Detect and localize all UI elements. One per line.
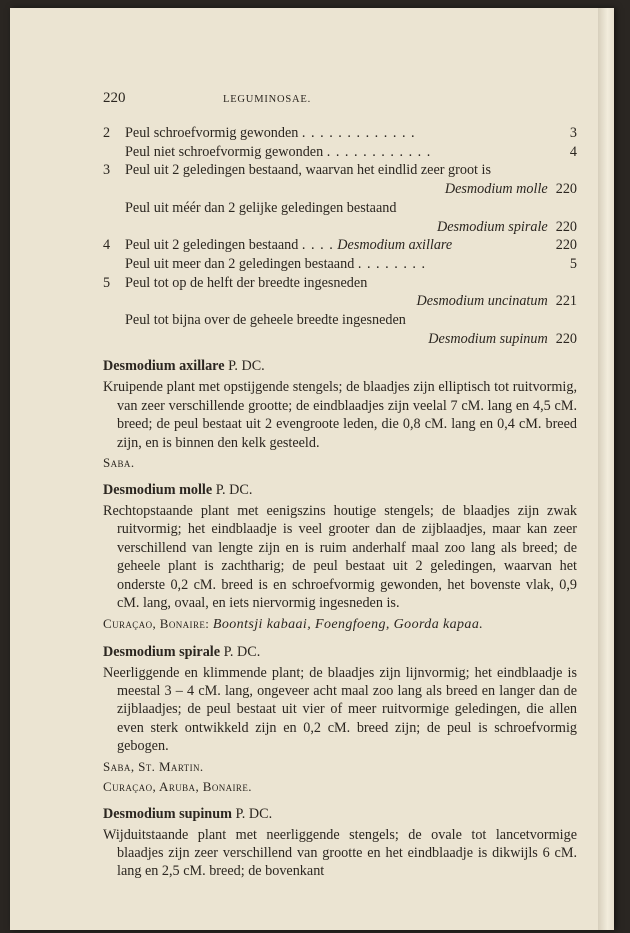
key-row <box>103 311 577 330</box>
species-description: Wijduitstaande plant met neerliggende stengels; de ovale tot lancetvormige blaadjes zijn zeer verschillend van grootte en het eindblaadje is dikwijls 6 cM. lang en 2,5 cM. breed; de bovenkant <box>103 826 577 880</box>
key-description: Peul uit 2 geledingen bestaand, waarvan het eindlid zeer groot is <box>125 162 492 179</box>
key-description: Peul uit méér dan 2 gelijke geledingen bestaand <box>125 199 397 216</box>
species-name: Desmodium axillare <box>103 358 225 375</box>
species-description: Kruipende plant met opstijgende stengels; de blaadjes zijn elliptisch tot ruitvormig, van zeer verschillende grootte; de eindblaadjes zijn veelal 7 cM. lang en 4,5 cM. breed; de peul bestaat uit 2 evengroote leden, die 0,8 cM. lang en 0,4 cM. breed zijn, en is binnen den kelk gesteeld. <box>103 379 577 451</box>
key-row <box>103 161 577 180</box>
key-leader-dots: . . . . . . . . <box>357 255 427 272</box>
key-description: Peul schroefvormig gewonden <box>125 125 299 141</box>
key-page-ref: 220 <box>555 218 577 235</box>
key-row <box>103 292 577 311</box>
locality-places: Saba, St. Martin. <box>103 758 204 774</box>
species-author: P. DC. <box>223 643 261 660</box>
key-row <box>103 180 577 199</box>
key-species: Desmodium supinum <box>428 330 548 347</box>
key-row <box>103 236 577 255</box>
entry-title <box>103 805 577 824</box>
key-text <box>125 124 562 143</box>
key-page-ref: 220 <box>555 330 577 347</box>
locality-line <box>103 758 577 776</box>
entry-title <box>103 481 577 500</box>
key-page-ref: 221 <box>555 293 577 310</box>
key-description: Peul uit meer dan 2 geledingen bestaand <box>125 255 355 272</box>
key-description: Peul tot bijna over de geheele breedte ingesneden <box>125 312 406 329</box>
key-text <box>125 236 548 255</box>
key-text <box>125 161 577 180</box>
key-number: 3 <box>103 162 111 179</box>
key-leader-dots: . . . . . . . . . . . . . <box>301 125 416 141</box>
key-text <box>125 143 562 162</box>
key-page-ref: 5 <box>569 255 577 272</box>
locality-places: Curaçao, Aruba, Bonaire. <box>103 778 252 794</box>
key-number: 5 <box>103 274 111 291</box>
species-author: P. DC. <box>228 358 265 375</box>
key-text <box>125 330 548 349</box>
vernacular-names: Boontsji kabaai, Foengfoeng, Goorda kapaa. <box>212 616 484 632</box>
species-description: Rechtopstaande plant met eenigszins houtige stengels; de blaadjes zijn zwak ruitvormig; het eindblaadje is veel grooter dan de zijblaadjes, maar kan zeer verschillend van lengte zijn en is ruim anderhalf maal zoo lang als breed; de geheele plant is zachtharig; de peul bestaat uit 2 geledingen, waarvan het onderste 0,2 cM. breed is en schroefvormig gewonden, het bovenste vlak, 0,9 cM. lang, ovaal, en iets niervormig ingesneden is. <box>103 503 577 612</box>
key-page-ref: 220 <box>555 237 577 254</box>
key-text <box>125 274 577 293</box>
key-text <box>125 311 577 330</box>
locality-places: Curaçao, Bonaire: <box>103 615 210 631</box>
key-species: Desmodium uncinatum <box>416 293 548 310</box>
key-row <box>103 124 577 143</box>
key-row <box>103 199 577 218</box>
key-description: Peul uit 2 geledingen bestaand <box>125 237 299 254</box>
species-name: Desmodium supinum <box>103 805 232 822</box>
page-content <box>103 90 577 881</box>
key-row <box>103 330 577 349</box>
key-row <box>103 274 577 293</box>
species-name: Desmodium spirale <box>103 643 221 660</box>
entry-title <box>103 643 577 662</box>
key-row <box>103 255 577 274</box>
key-species: Desmodium axillare <box>337 237 453 254</box>
page-number: 220 <box>103 90 126 106</box>
key-text <box>125 255 562 274</box>
key-number: 2 <box>103 125 111 141</box>
key-number: 4 <box>103 237 111 254</box>
key-description: Peul tot op de helft der breedte ingesneden <box>125 274 368 291</box>
locality-places: Saba. <box>103 455 135 471</box>
page-header <box>103 90 577 124</box>
locality-line <box>103 778 577 796</box>
key-row <box>103 143 577 162</box>
species-entry <box>103 643 577 796</box>
species-entry <box>103 481 577 633</box>
key-page-ref: 220 <box>555 181 577 198</box>
species-entry <box>103 357 577 472</box>
identification-key <box>103 124 577 348</box>
entry-title <box>103 357 577 376</box>
species-name: Desmodium molle <box>103 482 213 499</box>
running-title: LEGUMINOSAE. <box>223 94 312 105</box>
book-spine <box>598 8 614 930</box>
key-row <box>103 218 577 237</box>
key-page-ref: 4 <box>569 143 577 160</box>
species-entries <box>103 357 577 880</box>
locality-line <box>103 454 577 472</box>
species-author: P. DC. <box>215 482 253 499</box>
key-page-ref: 3 <box>569 125 577 141</box>
key-text <box>125 218 548 237</box>
species-entry <box>103 805 577 881</box>
key-text <box>125 180 548 199</box>
key-species: Desmodium molle <box>444 181 548 198</box>
key-species: Desmodium spirale <box>436 218 548 235</box>
key-leader-dots: . . . . <box>301 237 334 254</box>
locality-line <box>103 615 577 634</box>
key-leader-dots: . . . . . . . . . . . . <box>326 143 432 160</box>
book-page <box>10 8 614 930</box>
key-text <box>125 292 548 311</box>
key-text <box>125 199 577 218</box>
species-author: P. DC. <box>235 805 273 822</box>
species-description: Neerliggende en klimmende plant; de blaadjes zijn lijnvormig; het eindblaadje is meestal 3 – 4 cM. lang, ongeveer acht maal zoo lang als breed en langer dan de zijblaadjes; de peul bestaat uit vier of meer ruitvormige geledingen, die allen even sterk ontwikkeld zijn en 0,2 cM. breed zijn; de peul is schroefvormig gebogen. <box>103 664 577 755</box>
key-description: Peul niet schroefvormig gewonden <box>125 143 324 160</box>
